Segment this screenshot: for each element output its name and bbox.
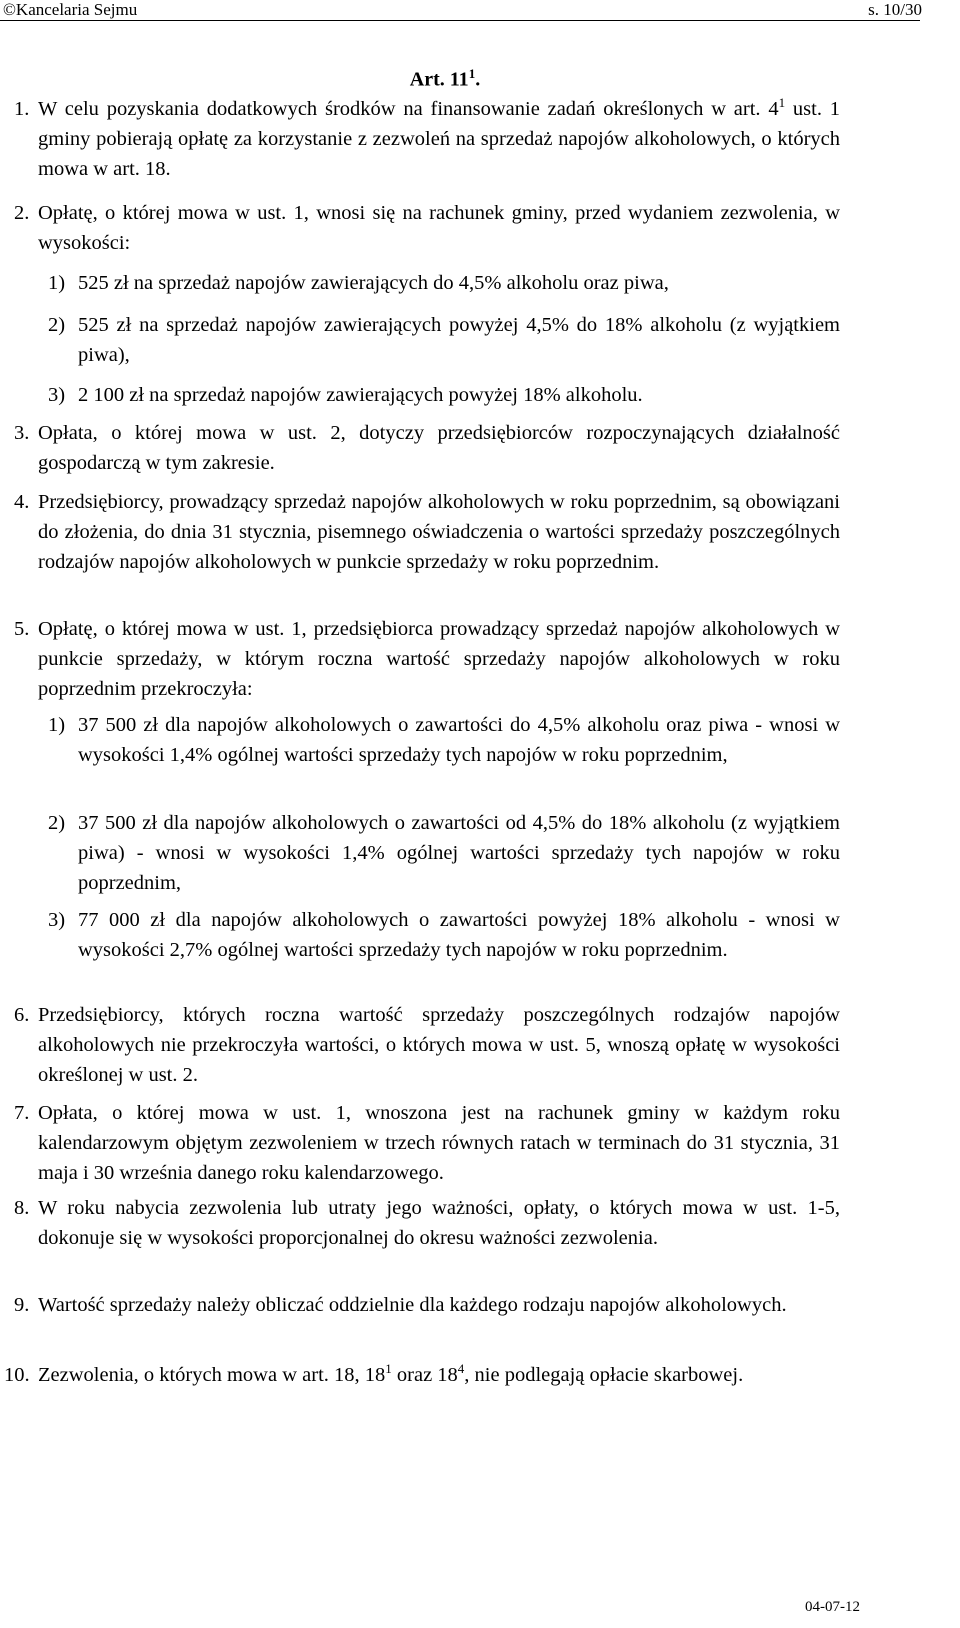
list-item-number: 1) <box>48 272 66 294</box>
paragraph-9 <box>14 1290 840 1320</box>
article-title <box>0 60 890 94</box>
footer-date: 04-07-12 <box>805 1599 860 1615</box>
paragraph-10 <box>4 1360 840 1390</box>
paragraph-8 <box>14 1193 840 1253</box>
article-title-text: Art. 11 <box>409 68 469 91</box>
list-item-number: 3) <box>48 384 66 406</box>
list-item-text: 37 500 zł dla napojów alkoholowych o zawartości od 4,5% do 18% alkoholu (z wyjątkiem piwa) - wnosi w wysokości 1,4% ogólnej wartości sprzedaży tych napojów w roku poprzednim, <box>78 812 840 894</box>
paragraph-text: Zezwolenia, o których mowa w art. 18, $18^1$ oraz $18^4$, nie podlegają opłacie skarbowej. <box>38 1361 744 1386</box>
list-item-text: 2 100 zł na sprzedaż napojów zawierających powyżej 18% alkoholu. <box>78 384 643 406</box>
list-item-3 <box>48 380 840 410</box>
list-item-number: 2) <box>48 812 66 834</box>
article-title-sup: 1 <box>468 66 476 81</box>
paragraph-7 <box>14 1098 840 1188</box>
article-title-dot: . <box>475 68 481 91</box>
list-item-number: 3) <box>48 909 66 931</box>
paragraph-text: W celu pozyskania dodatkowych środków na finansowanie zadań określonych w art. $4^1$ ust. 1 gminy pobierają opłatę za korzystanie z zezwoleń na sprzedaż napojów alkoholowych, o których mowa w art. 18. <box>38 95 840 180</box>
paragraph-number: 10. <box>4 1364 30 1386</box>
paragraph-number: 6. <box>14 1004 30 1026</box>
paragraph-6 <box>14 1000 840 1090</box>
paragraph-1 <box>14 94 840 184</box>
paragraph-number: 3. <box>14 422 30 444</box>
list-item-text: 77 000 zł dla napojów alkoholowych o zawartości powyżej 18% alkoholu - wnosi w wysokości 2,7% ogólnej wartości sprzedaży tych napojów w roku poprzednim. <box>78 909 840 961</box>
paragraph-number: 9. <box>14 1294 30 1316</box>
list-item-text: 525 zł na sprzedaż napojów zawierających powyżej 4,5% do 18% alkoholu (z wyjątkiem piwa), <box>78 314 840 366</box>
paragraph-5 <box>14 614 840 704</box>
list-item-5-2 <box>48 808 840 898</box>
list-item-5-3 <box>48 905 840 965</box>
page-header <box>0 0 960 24</box>
list-item-text: 525 zł na sprzedaż napojów zawierających do 4,5% alkoholu oraz piwa, <box>78 272 669 294</box>
header-rule <box>0 20 920 21</box>
paragraph-3 <box>14 418 840 478</box>
paragraph-number: 8. <box>14 1197 30 1219</box>
paragraph-text: Przedsiębiorcy, prowadzący sprzedaż napojów alkoholowych w roku poprzednim, są obowiązani do złożenia, do dnia 31 stycznia, pisemnego oświadczenia o wartości sprzedaży poszczególnych rodzajów napojów alkoholowych w punkcie sprzedaży w roku poprzednim. <box>38 491 840 573</box>
paragraph-number: 4. <box>14 491 30 513</box>
list-item-text: 37 500 zł dla napojów alkoholowych o zawartości do 4,5% alkoholu oraz piwa - wnosi w wysokości 1,4% ogólnej wartości sprzedaży tych napojów w roku poprzednim, <box>78 714 840 766</box>
paragraph-2 <box>14 198 840 258</box>
paragraph-text: Opłata, o której mowa w ust. 2, dotyczy przedsiębiorców rozpoczynających działalność gospodarczą w tym zakresie. <box>38 422 840 474</box>
list-item-5-1 <box>48 710 840 770</box>
paragraph-number: 2. <box>14 202 30 224</box>
list-item-1 <box>48 268 840 298</box>
paragraph-4 <box>14 487 840 577</box>
list-item-2 <box>48 310 840 370</box>
list-item-number: 1) <box>48 714 66 736</box>
paragraph-number: 1. <box>14 98 30 120</box>
header-source: ©Kancelaria Sejmu <box>3 0 138 19</box>
paragraph-text: Opłata, o której mowa w ust. 1, wnoszona jest na rachunek gminy w każdym roku kalendarzowym objętym zezwoleniem w trzech równych ratach w terminach do 31 stycznia, 31 maja i 30 września danego roku kalendarzowego. <box>38 1102 840 1184</box>
header-page-number: s. 10/30 <box>868 0 922 19</box>
paragraph-number: 5. <box>14 618 30 640</box>
paragraph-text: Wartość sprzedaży należy obliczać oddzielnie dla każdego rodzaju napojów alkoholowych. <box>38 1294 787 1316</box>
paragraph-text: Opłatę, o której mowa w ust. 1, przedsiębiorca prowadzący sprzedaż napojów alkoholowych w punkcie sprzedaży, w którym roczna wartość sprzedaży napojów alkoholowych w roku poprzednim przekroczyła: <box>38 618 840 700</box>
paragraph-text: Przedsiębiorcy, których roczna wartość sprzedaży poszczególnych rodzajów napojów alkoholowych nie przekroczyła wartości, o których mowa w ust. 5, wnoszą opłatę w wysokości określonej w ust. 2. <box>38 1004 840 1086</box>
list-item-number: 2) <box>48 314 66 336</box>
paragraph-number: 7. <box>14 1102 30 1124</box>
paragraph-text: Opłatę, o której mowa w ust. 1, wnosi się na rachunek gminy, przed wydaniem zezwolenia, w wysokości: <box>38 202 840 254</box>
paragraph-text: W roku nabycia zezwolenia lub utraty jego ważności, opłaty, o których mowa w ust. 1-5, dokonuje się w wysokości proporcjonalnej do okresu ważności zezwolenia. <box>38 1197 840 1249</box>
